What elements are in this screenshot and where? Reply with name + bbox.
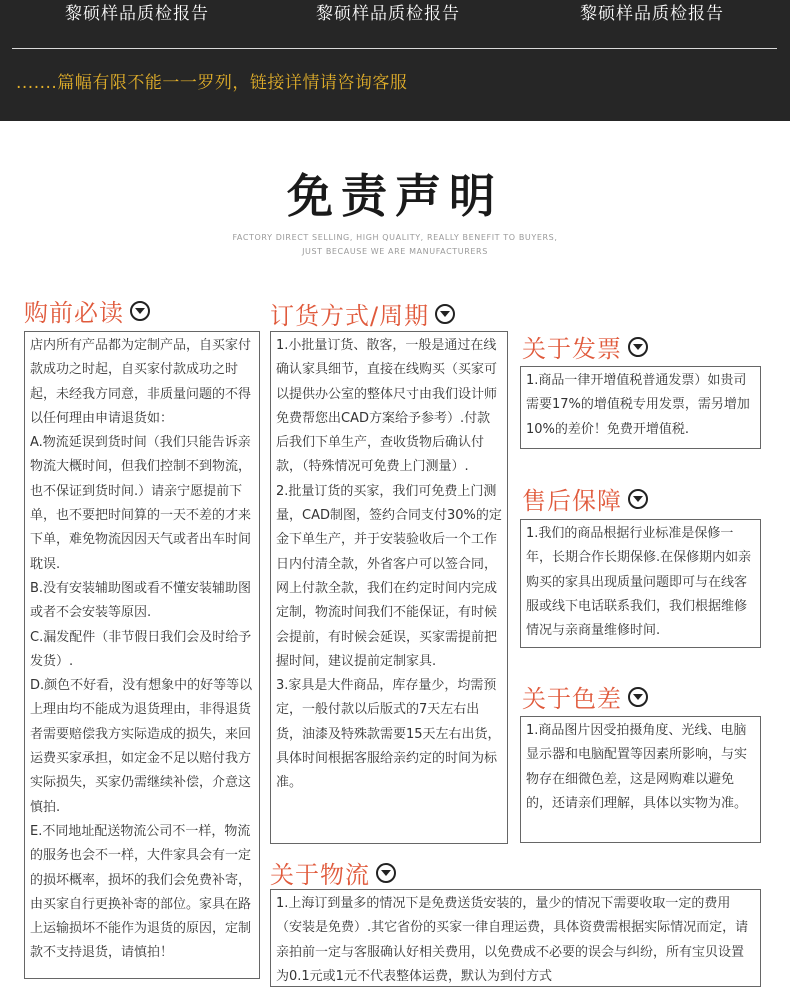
section-title: 关于物流: [270, 861, 370, 889]
header-tab-2[interactable]: 黎硕样品质检报告: [316, 4, 460, 24]
paragraph: 1.商品一律开增值税普通发票）如贵司需要17%的增值税专用发票，需另增加10%的差价！免费开增值税.: [526, 373, 750, 437]
header-notice: .......篇幅有限不能一一罗列，链接详情请咨询客服: [16, 73, 408, 93]
paragraph: 2.批量订货的买家，我们可免费上门测量，CAD制图，签约合同支付30%的定金下单生产，并于安装验收后一个工作日内付清全款，外省客户可以签合同，网上付款全款，我们在约定时间内完成定制，物流时间我们不能保证，有时候会提前，有时候会延误，买家需提前把握时间，建议提前定制家具.: [276, 483, 502, 669]
paragraph: E.不同地址配送物流公司不一样，物流的服务也会不一样，大件家具会有一定的损坏概率，损坏的我们会免费补寄，由买家自行更换补寄的部位。家具在路上运输损坏不能作为退货的原因，定制款不支持退货，请慎拍！: [30, 823, 252, 961]
paragraph: 3.家具是大件商品，库存量少，均需预定，一般付款以后版式的7天左右出货，油漆及特殊款需要15天左右出货，具体时间根据客服给亲约定的时间为标准。: [276, 678, 501, 791]
chevron-down-icon: [628, 337, 648, 357]
subtitle-line-2: JUST BECAUSE WE ARE MANUFACTURERS: [302, 247, 488, 256]
section-heading-color-diff: [522, 679, 648, 714]
chevron-down-icon: [376, 863, 396, 883]
header-tab-3[interactable]: 黎硕样品质检报告: [580, 4, 724, 24]
section-heading-logistics: [270, 855, 396, 890]
before-purchase-box: [24, 331, 260, 979]
paragraph: B.没有安装辅助图或看不懂安装辅助图或者不会安装等原因.: [30, 580, 252, 621]
paragraph: 店内所有产品都为定制产品，自买家付款成功之时起，自买家付款成功之时起，未经我方同意，非质量问题的不得以任何理由申请退货如：: [30, 338, 252, 426]
section-heading-before-purchase: [24, 293, 150, 328]
paragraph: C.漏发配件（非节假日我们会及时给予发货）.: [30, 629, 252, 669]
page-title: 免责声明: [287, 169, 503, 223]
header-band: [0, 0, 790, 121]
paragraph: 1.商品图片因受拍摄角度、光线、电脑显示器和电脑配置等因素所影响，与实物存在细微色差，这是网购难以避免的，还请亲们理解，具体以实物为准。: [526, 723, 748, 811]
chevron-down-icon: [435, 304, 455, 324]
paragraph: 1.我们的商品根据行业标准是保修一年，长期合作长期保修.在保修期内如亲购买的家具出现质量问题即可与在线客服或线下电话联系我们，我们根据维修情况与亲商量维修时间.: [526, 526, 752, 639]
ordering-box: [270, 331, 508, 844]
section-title: 订货方式/周期: [270, 302, 430, 330]
section-title: 售后保障: [522, 487, 622, 515]
section-title: 关于色差: [522, 685, 622, 713]
subtitle-line-1: FACTORY DIRECT SELLING, HIGH QUALITY, REALLY BENEFIT TO BUYERS,: [232, 233, 558, 242]
section-heading-ordering: [270, 296, 455, 331]
section-title: 购前必读: [24, 299, 124, 327]
chevron-down-icon: [628, 489, 648, 509]
header-tab-1[interactable]: 黎硕样品质检报告: [65, 4, 209, 24]
color-diff-box: [520, 716, 761, 843]
paragraph: 1.小批量订货、散客，一般是通过在线确认家具细节，直接在线购买（买家可以提供办公室的整体尺寸由我们设计师免费帮您出CAD方案给予参考）.付款后我们下单生产，查收货物后确认付款，（特殊情况可免费上门测量）.: [276, 338, 498, 475]
after-sales-box: [520, 519, 761, 648]
section-heading-after-sales: [522, 481, 648, 516]
paragraph: A.物流延误到货时间（我们只能告诉亲物流大概时间，但我们控制不到物流，也不保证到货时间.）请亲宁愿提前下单，也不要把时间算的一天不差的才来下单，难免物流因因天气或者出车时间耽误.: [30, 435, 252, 572]
section-heading-invoice: [522, 329, 648, 364]
paragraph: D.颜色不好看，没有想象中的好等等以上理由均不能成为退货理由，非得退货者需要赔偿我方实际造成的损失，来回运费买家承担，如定金不足以赔付我方实际损失，买家仍需继续补偿，介意这慎拍.: [30, 678, 253, 815]
header-divider: [12, 48, 777, 49]
chevron-down-icon: [628, 687, 648, 707]
paragraph: 1.上海订到量多的情况下是免费送货安装的，量少的情况下需要收取一定的费用（安装是免费）.其它省份的买家一律自理运费，具体资费需根据实际情况而定，请亲拍前一定与客服确认好相关费用，以免费成不必要的误会与纠纷，所有宝贝设置为0.1元或1元不代表整体运费，默认为到付方式: [276, 896, 749, 984]
logistics-box: [270, 889, 761, 987]
invoice-box: [520, 366, 761, 449]
chevron-down-icon: [130, 301, 150, 321]
section-title: 关于发票: [522, 335, 622, 363]
